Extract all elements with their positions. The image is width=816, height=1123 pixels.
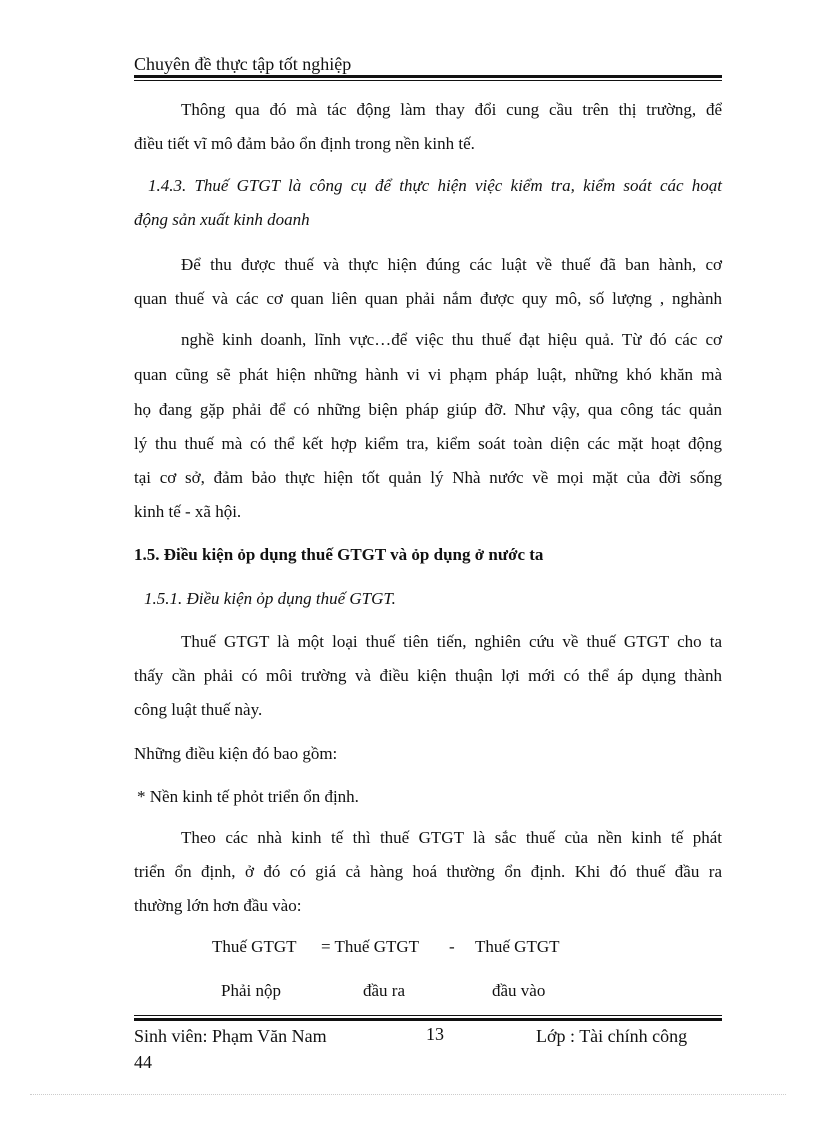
header-title: Chuyên đề thực tập tốt nghiệp — [134, 54, 352, 74]
bullet-line: * Nền kinh tế phỏt triển ổn định. — [137, 787, 359, 806]
page-number: 13 — [426, 1024, 444, 1044]
paragraph-line: Theo các nhà kinh tế thì thuế GTGT là sắc thuế của nền kinh tế phát — [181, 828, 722, 847]
section-heading-1-5: 1.5. Điều kiện ỏp dụng thuế GTGT và ỏp dụng ở nước ta — [134, 545, 544, 564]
formula-minus: - — [449, 937, 455, 956]
header-rule-thick — [134, 75, 722, 78]
paragraph-line: quan thuế và các cơ quan liên quan phải nắm được quy mô, số lượng , nghành — [134, 289, 722, 308]
paragraph-line: điều tiết vĩ mô đảm bảo ổn định trong nền kinh tế. — [134, 134, 475, 153]
paragraph-line: thường lớn hơn đầu vào: — [134, 896, 302, 915]
footer-rule-thick — [134, 1018, 722, 1021]
paragraph-line: tại cơ sở, đảm bảo thực hiện tốt quản lý Nhà nước về mọi mặt của đời sống — [134, 468, 722, 487]
formula-equals: = Thuế GTGT — [321, 937, 420, 956]
paragraph-line: Để thu được thuế và thực hiện đúng các luật về thuế đã ban hành, cơ — [181, 255, 722, 274]
formula-rhs-sub: đầu vào — [492, 981, 546, 1000]
paragraph-line: lý thu thuế mà có thể kết hợp kiểm tra, kiểm soát toàn diện các mặt hoạt động — [134, 434, 722, 453]
paragraph-line: Thuế GTGT là một loại thuế tiên tiến, nghiên cứu về thuế GTGT cho ta — [181, 632, 722, 651]
header-rule-thin — [134, 80, 722, 81]
paragraph-line: công luật thuế này. — [134, 700, 263, 719]
footer-class: Lớp : Tài chính công — [536, 1026, 688, 1046]
paragraph-line: kinh tế - xã hội. — [134, 502, 242, 521]
formula-mid-sub: đầu ra — [363, 981, 406, 1000]
footer-student-cont: 44 — [134, 1052, 152, 1072]
formula-lhs-sub: Phải nộp — [221, 981, 281, 1000]
paragraph-line: triển ổn định, ở đó có giá cả hàng hoá thường ổn định. Khi đó thuế đầu ra — [134, 862, 722, 881]
paragraph-line: nghề kinh doanh, lĩnh vực…để việc thu thuế đạt hiệu quả. Từ đó các cơ — [181, 330, 722, 349]
formula-rhs: Thuế GTGT — [475, 937, 560, 956]
paragraph-line: Những điều kiện đó bao gồm: — [134, 744, 338, 763]
formula-lhs: Thuế GTGT — [212, 937, 297, 956]
paragraph-line: quan cũng sẽ phát hiện những hành vi vi phạm pháp luật, những khó khăn mà — [134, 365, 722, 384]
paragraph-line: Thông qua đó mà tác động làm thay đổi cung cầu trên thị trường, để — [181, 100, 722, 119]
page-bottom-dotted-border — [30, 1094, 786, 1095]
footer-rule-thin — [134, 1015, 722, 1016]
section-heading-1-4-3-cont: động sản xuất kinh doanh — [134, 210, 310, 229]
section-heading-1-5-1: 1.5.1. Điều kiện ỏp dụng thuế GTGT. — [144, 589, 396, 608]
section-heading-1-4-3: 1.4.3. Thuế GTGT là công cụ để thực hiện việc kiểm tra, kiểm soát các hoạt — [148, 176, 722, 195]
footer-student: Sinh viên: Phạm Văn Nam — [134, 1026, 327, 1046]
paragraph-line: thấy cần phải có môi trường và điều kiện thuận lợi mới có thể áp dụng thành — [134, 666, 722, 685]
paragraph-line: họ đang gặp phải để có những biện pháp giúp đỡ. Như vậy, qua công tác quản — [134, 400, 722, 419]
